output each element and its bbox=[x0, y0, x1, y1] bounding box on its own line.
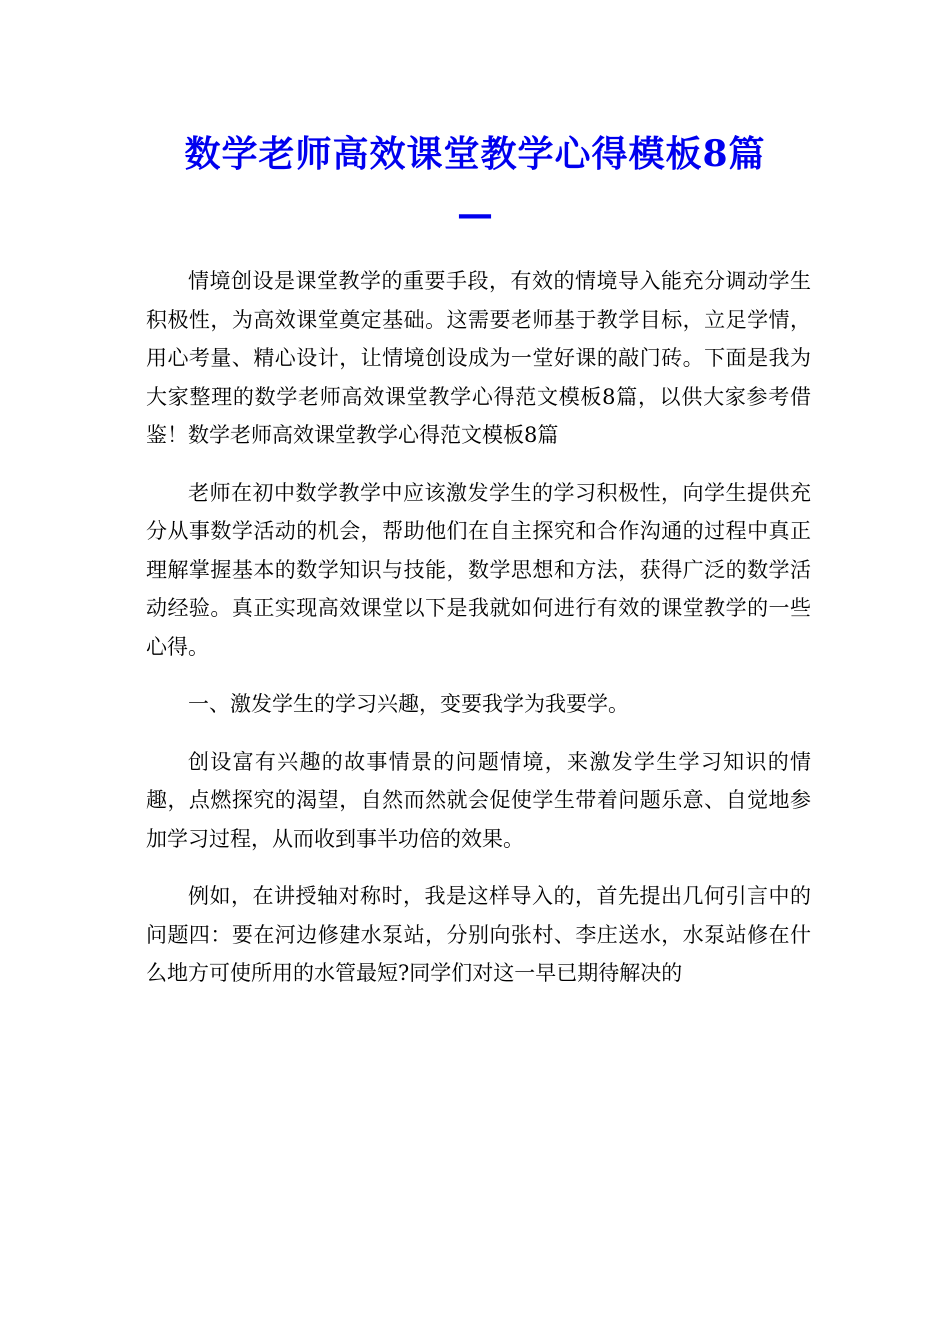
section-heading-one: 一、激发学生的学习兴趣，变要我学为我要学。 bbox=[188, 692, 629, 716]
document-title: 数学老师高效课堂教学心得模板8篇 bbox=[184, 133, 766, 175]
document-body bbox=[146, 262, 811, 1012]
paragraph-teacher-role: 老师在初中数学教学中应该激发学生的学习积极性，向学生提供充分从事数学活动的机会，帮助他们在自主探究和合作沟通的过程中真正理解掌握基本的数学知识与技能，数学思想和方法，获得广泛的数学活动经验。真正实现高效课堂以下是我就如何进行有效的课堂教学的一些心得。 bbox=[146, 480, 811, 659]
paragraph-example: 例如，在讲授轴对称时，我是这样导入的，首先提出几何引言中的问题四：要在河边修建水泵站，分别向张村、李庄送水，水泵站修在什么地方可使所用的水管最短?同学们对这一早已期待解决的 bbox=[146, 884, 811, 985]
title-dash: — bbox=[457, 193, 493, 235]
paragraph-interest: 创设富有兴趣的故事情景的问题情境，来激发学生学习知识的情趣，点燃探究的渴望，自然而然就会促使学生带着问题乐意、自觉地参加学习过程，从而收到事半功倍的效果。 bbox=[146, 749, 811, 851]
paragraph-intro: 情境创设是课堂教学的重要手段，有效的情境导入能充分调动学生积极性，为高效课堂奠定基础。这需要老师基于教学目标，立足学情，用心考量、精心设计，让情境创设成为一堂好课的敲门砖。下面是我为大家整理的数学老师高效课堂教学心得范文模板8篇，以供大家参考借鉴！数学老师高效课堂教学心得范文模板8篇 bbox=[146, 269, 811, 447]
